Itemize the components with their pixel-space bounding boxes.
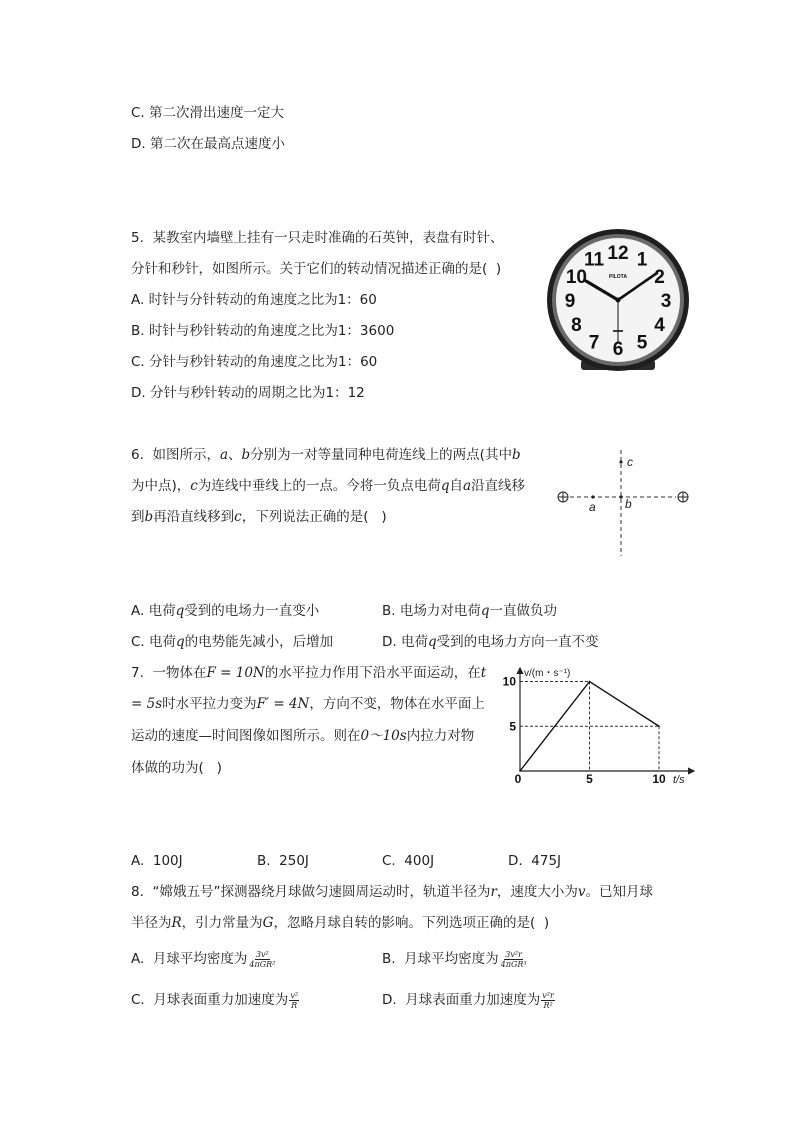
fraction-numerator: v²r — [542, 990, 554, 1000]
q6-var-b: b — [511, 447, 521, 463]
q8-fraction — [541, 991, 555, 1010]
velocity-point — [658, 725, 660, 727]
clock-numeral-10: 10 — [565, 267, 588, 288]
q6-var-b: b — [144, 509, 154, 525]
q8-option-text: D. 月球表面重力加速度为 — [382, 992, 541, 1008]
clock-brand: PILOTA — [609, 274, 627, 280]
q6-var-b: b — [241, 447, 251, 463]
y-tick-label: 5 — [509, 719, 516, 734]
q7-stem-line3 — [131, 726, 474, 746]
velocity-time-chart — [504, 663, 700, 788]
q6-text: 为连线中垂线上的一点。今将一负点电荷 — [197, 478, 441, 494]
q4-option-c: C. 第二次滑出速度一定大 — [131, 105, 285, 121]
label-c: c — [627, 455, 633, 469]
q8-option-text: B. 月球平均密度为 — [382, 951, 499, 967]
q4-option-d: D. 第二次在最高点速度小 — [131, 136, 285, 152]
fraction-numerator: 3v²r — [505, 949, 522, 959]
y-tick-label: 10 — [502, 674, 516, 689]
clock-numeral-9: 9 — [564, 291, 576, 312]
q7-text: 7. 一物体在 — [131, 665, 207, 681]
q8-option-a — [131, 946, 276, 972]
q6-option-text: A. 电荷 — [131, 603, 176, 619]
q5-option-c: C. 分针与秒针转动的角速度之比为1：60 — [131, 354, 378, 370]
q6-text: 再沿直线移到 — [153, 509, 235, 525]
q6-option-text: 受到的电场力方向一直不变 — [436, 634, 599, 650]
q7-math: F′ = 4N — [256, 696, 310, 712]
q6-var-q: q — [480, 603, 490, 619]
x-axis-label: t/s — [673, 774, 685, 786]
clock-center-pin — [616, 298, 621, 303]
q8-option-text: A. 月球平均密度为 — [131, 951, 248, 967]
clock-numeral-3: 3 — [660, 291, 672, 312]
velocity-point — [589, 681, 591, 683]
q7-math: 0～10s — [360, 728, 407, 744]
y-axis-label: v/(m・s⁻¹) — [524, 668, 571, 679]
point-b — [619, 495, 622, 498]
q6-option-text: B. 电场力对电荷 — [382, 603, 481, 619]
q5-stem-line1: 5. 某教室内墙壁上挂有一只走时准确的石英钟，表盘有时针、 — [131, 230, 504, 246]
q6-var-c: c — [234, 509, 242, 525]
x-tick-label: 0 — [514, 772, 522, 786]
q8-option-b — [382, 946, 528, 972]
q7-text: 的水平拉力作用下沿水平面运动，在 — [264, 665, 481, 681]
q8-fraction — [248, 950, 276, 969]
q7-text: 运动的速度—时间图像如图所示。则在 — [131, 728, 361, 744]
q6-text: 自 — [449, 478, 463, 494]
q8-option-d — [382, 987, 555, 1013]
fraction-numerator: 3v² — [255, 949, 269, 959]
q8-var-v: v — [577, 884, 586, 900]
q6-stem-line3 — [131, 507, 387, 527]
fraction-denominator: R² — [543, 1000, 553, 1010]
q6-var-q: q — [440, 478, 450, 494]
q8-stem-line2 — [131, 913, 549, 933]
left-charge-icon — [558, 492, 568, 502]
clock-numeral-12: 12 — [607, 243, 629, 264]
q6-text: 分别为一对等量同种电荷连线上的两点(其中 — [250, 447, 512, 463]
q8-var-G: G — [262, 915, 274, 931]
fraction-numerator: v² — [290, 990, 299, 1000]
clock-numeral-8: 8 — [571, 315, 582, 336]
clock-numeral-5: 5 — [636, 332, 648, 354]
q6-option-a — [131, 601, 319, 621]
q7-stem-line2 — [131, 694, 485, 714]
q5-option-d: D. 分针与秒针转动的周期之比为1：12 — [131, 385, 365, 401]
q8-option-text: C. 月球表面重力加速度为 — [131, 992, 289, 1008]
clock-numeral-11: 11 — [583, 249, 605, 271]
x-tick-label: 10 — [652, 772, 666, 786]
clock-numeral-7: 7 — [588, 332, 600, 354]
clock-numeral-1: 1 — [636, 249, 648, 271]
point-c — [619, 460, 622, 463]
q6-var-q: q — [175, 603, 185, 619]
q6-option-text: 一直做负功 — [489, 603, 558, 619]
q6-var-c: c — [190, 478, 198, 494]
q8-fraction — [500, 950, 528, 969]
q8-var-r: r — [490, 884, 497, 900]
q5-option-b: B. 时针与秒针转动的角速度之比为1：3600 — [131, 323, 395, 339]
q8-text: 半径为 — [131, 915, 172, 931]
q8-option-c — [131, 987, 299, 1013]
q6-option-b — [382, 601, 557, 621]
q6-stem-line1 — [131, 445, 521, 465]
q5-option-a: A. 时针与分针转动的角速度之比为1：60 — [131, 292, 377, 308]
q6-option-d — [382, 632, 599, 652]
q7-option-d: D. 475J — [508, 853, 562, 869]
q7-math: = 5s — [131, 696, 163, 712]
q7-stem-line1 — [131, 663, 486, 683]
q7-option-b: B. 250J — [257, 853, 309, 869]
q6-text: 沿直线移 — [471, 478, 526, 494]
clock-numeral-4: 4 — [654, 315, 665, 336]
q6-text: 6. 如图所示， — [131, 447, 220, 463]
q7-stem-line4: 体做的功为( ) — [131, 760, 222, 776]
point-a — [591, 495, 594, 498]
clock-numeral-6: 6 — [612, 339, 624, 360]
q7-math: F = 10N — [206, 665, 265, 681]
x-tick-label: 5 — [586, 772, 593, 786]
clock-figure — [543, 232, 693, 374]
fraction-denominator: 4πGR² — [249, 959, 276, 969]
q7-math: t — [480, 665, 487, 681]
q6-option-text: D. 电荷 — [382, 634, 428, 650]
q7-text: 内拉力对物 — [406, 728, 475, 744]
q7-option-c: C. 400J — [382, 853, 435, 869]
q8-text: 。已知月球 — [585, 884, 654, 900]
q8-text: ，忽略月球自转的影响。下列选项正确的是( ) — [273, 915, 550, 931]
q6-var-a: a — [463, 478, 472, 494]
charge-diagram — [552, 448, 694, 558]
q6-option-text: 的电势能先减小，后增加 — [184, 634, 334, 650]
q5-stem-line2: 分针和秒针，如图所示。关于它们的转动情况描述正确的是( ) — [131, 261, 502, 277]
q6-stem-line2 — [131, 476, 525, 496]
q8-var-R: R — [171, 915, 182, 931]
label-a: a — [589, 500, 596, 514]
q8-text: ，速度大小为 — [496, 884, 578, 900]
q6-option-c — [131, 632, 333, 652]
q6-var-q: q — [427, 634, 437, 650]
q8-text: 8. “嫦娥五号”探测器绕月球做匀速圆周运动时，轨道半径为 — [131, 884, 491, 900]
q6-option-text: 受到的电场力一直变小 — [184, 603, 320, 619]
q6-option-text: C. 电荷 — [131, 634, 177, 650]
q6-var-q: q — [176, 634, 185, 650]
q6-text: 、 — [228, 447, 242, 463]
q6-text: 为中点)， — [131, 478, 191, 494]
q6-text: 到 — [131, 509, 145, 525]
q7-text: ，方向不变，物体在水平面上 — [309, 696, 485, 712]
q8-stem-line1 — [131, 882, 653, 902]
q8-text: ，引力常量为 — [181, 915, 263, 931]
q7-text: 时水平拉力变为 — [162, 696, 257, 712]
fraction-denominator: 4πGR³ — [500, 959, 527, 969]
right-charge-icon — [678, 492, 688, 502]
q6-var-a: a — [219, 447, 229, 463]
fraction-denominator: R — [291, 1000, 298, 1010]
q7-option-a: A. 100J — [131, 853, 183, 869]
q8-fraction — [289, 991, 299, 1010]
clock-numeral-2: 2 — [654, 267, 665, 288]
label-b: b — [625, 497, 632, 511]
q6-text: ，下列说法正确的是( ) — [241, 509, 387, 525]
